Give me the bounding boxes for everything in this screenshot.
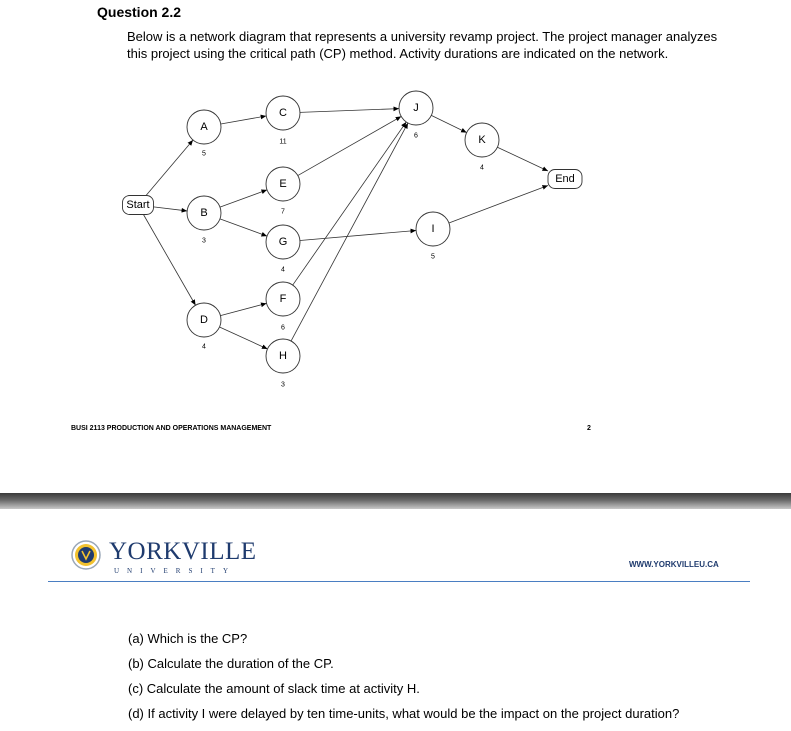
course-footer: BUSI 2113 PRODUCTION AND OPERATIONS MANAGEMENT: [71, 425, 272, 432]
edge-a-c: [221, 116, 267, 124]
activity-duration-b: 3: [202, 237, 206, 245]
question-a: (a) Which is the CP?: [128, 631, 248, 646]
university-subtitle: UNIVERSITY: [114, 567, 236, 575]
activity-duration-a: 5: [202, 150, 206, 158]
edge-i-end: [449, 185, 548, 223]
activity-duration-k: 4: [480, 164, 484, 172]
edge-d-f: [220, 303, 266, 315]
question-c: (c) Calculate the amount of slack time at activity H.: [128, 681, 420, 696]
question-list: [128, 631, 679, 731]
activity-label-g: G: [278, 236, 288, 248]
intro-line-1: Below is a network diagram that represents a university revamp project. The project manager analyzes: [127, 29, 718, 44]
edge-c-j: [300, 109, 399, 113]
start-node-label: Start: [126, 199, 150, 211]
page-number: 2: [587, 425, 591, 432]
edge-e-j: [298, 116, 401, 175]
question-title: Question 2.2: [97, 4, 182, 20]
edge-start-b: [154, 207, 188, 211]
edge-h-j: [291, 123, 408, 341]
edge-start-d: [143, 215, 195, 306]
edge-start-a: [146, 140, 193, 196]
end-node-label: End: [555, 173, 575, 185]
edge-d-h: [219, 327, 267, 349]
activity-label-i: I: [431, 223, 435, 235]
activity-duration-h: 3: [281, 381, 285, 389]
website-link[interactable]: WWW.YORKVILLEU.CA: [629, 560, 719, 569]
activity-duration-e: 7: [281, 208, 285, 216]
activity-label-h: H: [279, 350, 287, 362]
activity-label-k: K: [478, 134, 486, 146]
question-b: (b) Calculate the duration of the CP.: [128, 656, 334, 671]
university-seal-icon: [71, 540, 101, 570]
edge-k-end: [497, 147, 548, 171]
edge-j-k: [431, 115, 466, 132]
activity-label-e: E: [279, 178, 287, 190]
activity-duration-j: 6: [414, 132, 418, 140]
letterhead-divider: [48, 581, 750, 582]
activity-label-d: D: [200, 314, 208, 326]
activity-label-j: J: [413, 102, 419, 114]
activity-duration-c: 11: [279, 138, 287, 146]
activity-label-b: B: [200, 207, 208, 219]
activity-duration-f: 6: [281, 324, 285, 332]
activity-duration-d: 4: [202, 343, 206, 351]
edge-g-i: [300, 230, 416, 240]
edge-b-g: [220, 219, 267, 236]
activity-label-c: C: [279, 107, 287, 119]
question-d: (d) If activity I were delayed by ten time-units, what would be the impact on the project duration?: [128, 706, 680, 721]
network-nodes: [123, 91, 583, 389]
activity-label-f: F: [279, 293, 287, 305]
activity-duration-i: 5: [431, 253, 435, 261]
intro-line-2: this project using the critical path (CP) method. Activity durations are indicated on the network.: [127, 46, 669, 61]
page-separator: [0, 493, 791, 509]
university-name: YORKVILLE: [109, 538, 257, 565]
activity-label-a: A: [200, 121, 208, 133]
edge-b-e: [220, 190, 267, 207]
activity-duration-g: 4: [281, 266, 285, 274]
